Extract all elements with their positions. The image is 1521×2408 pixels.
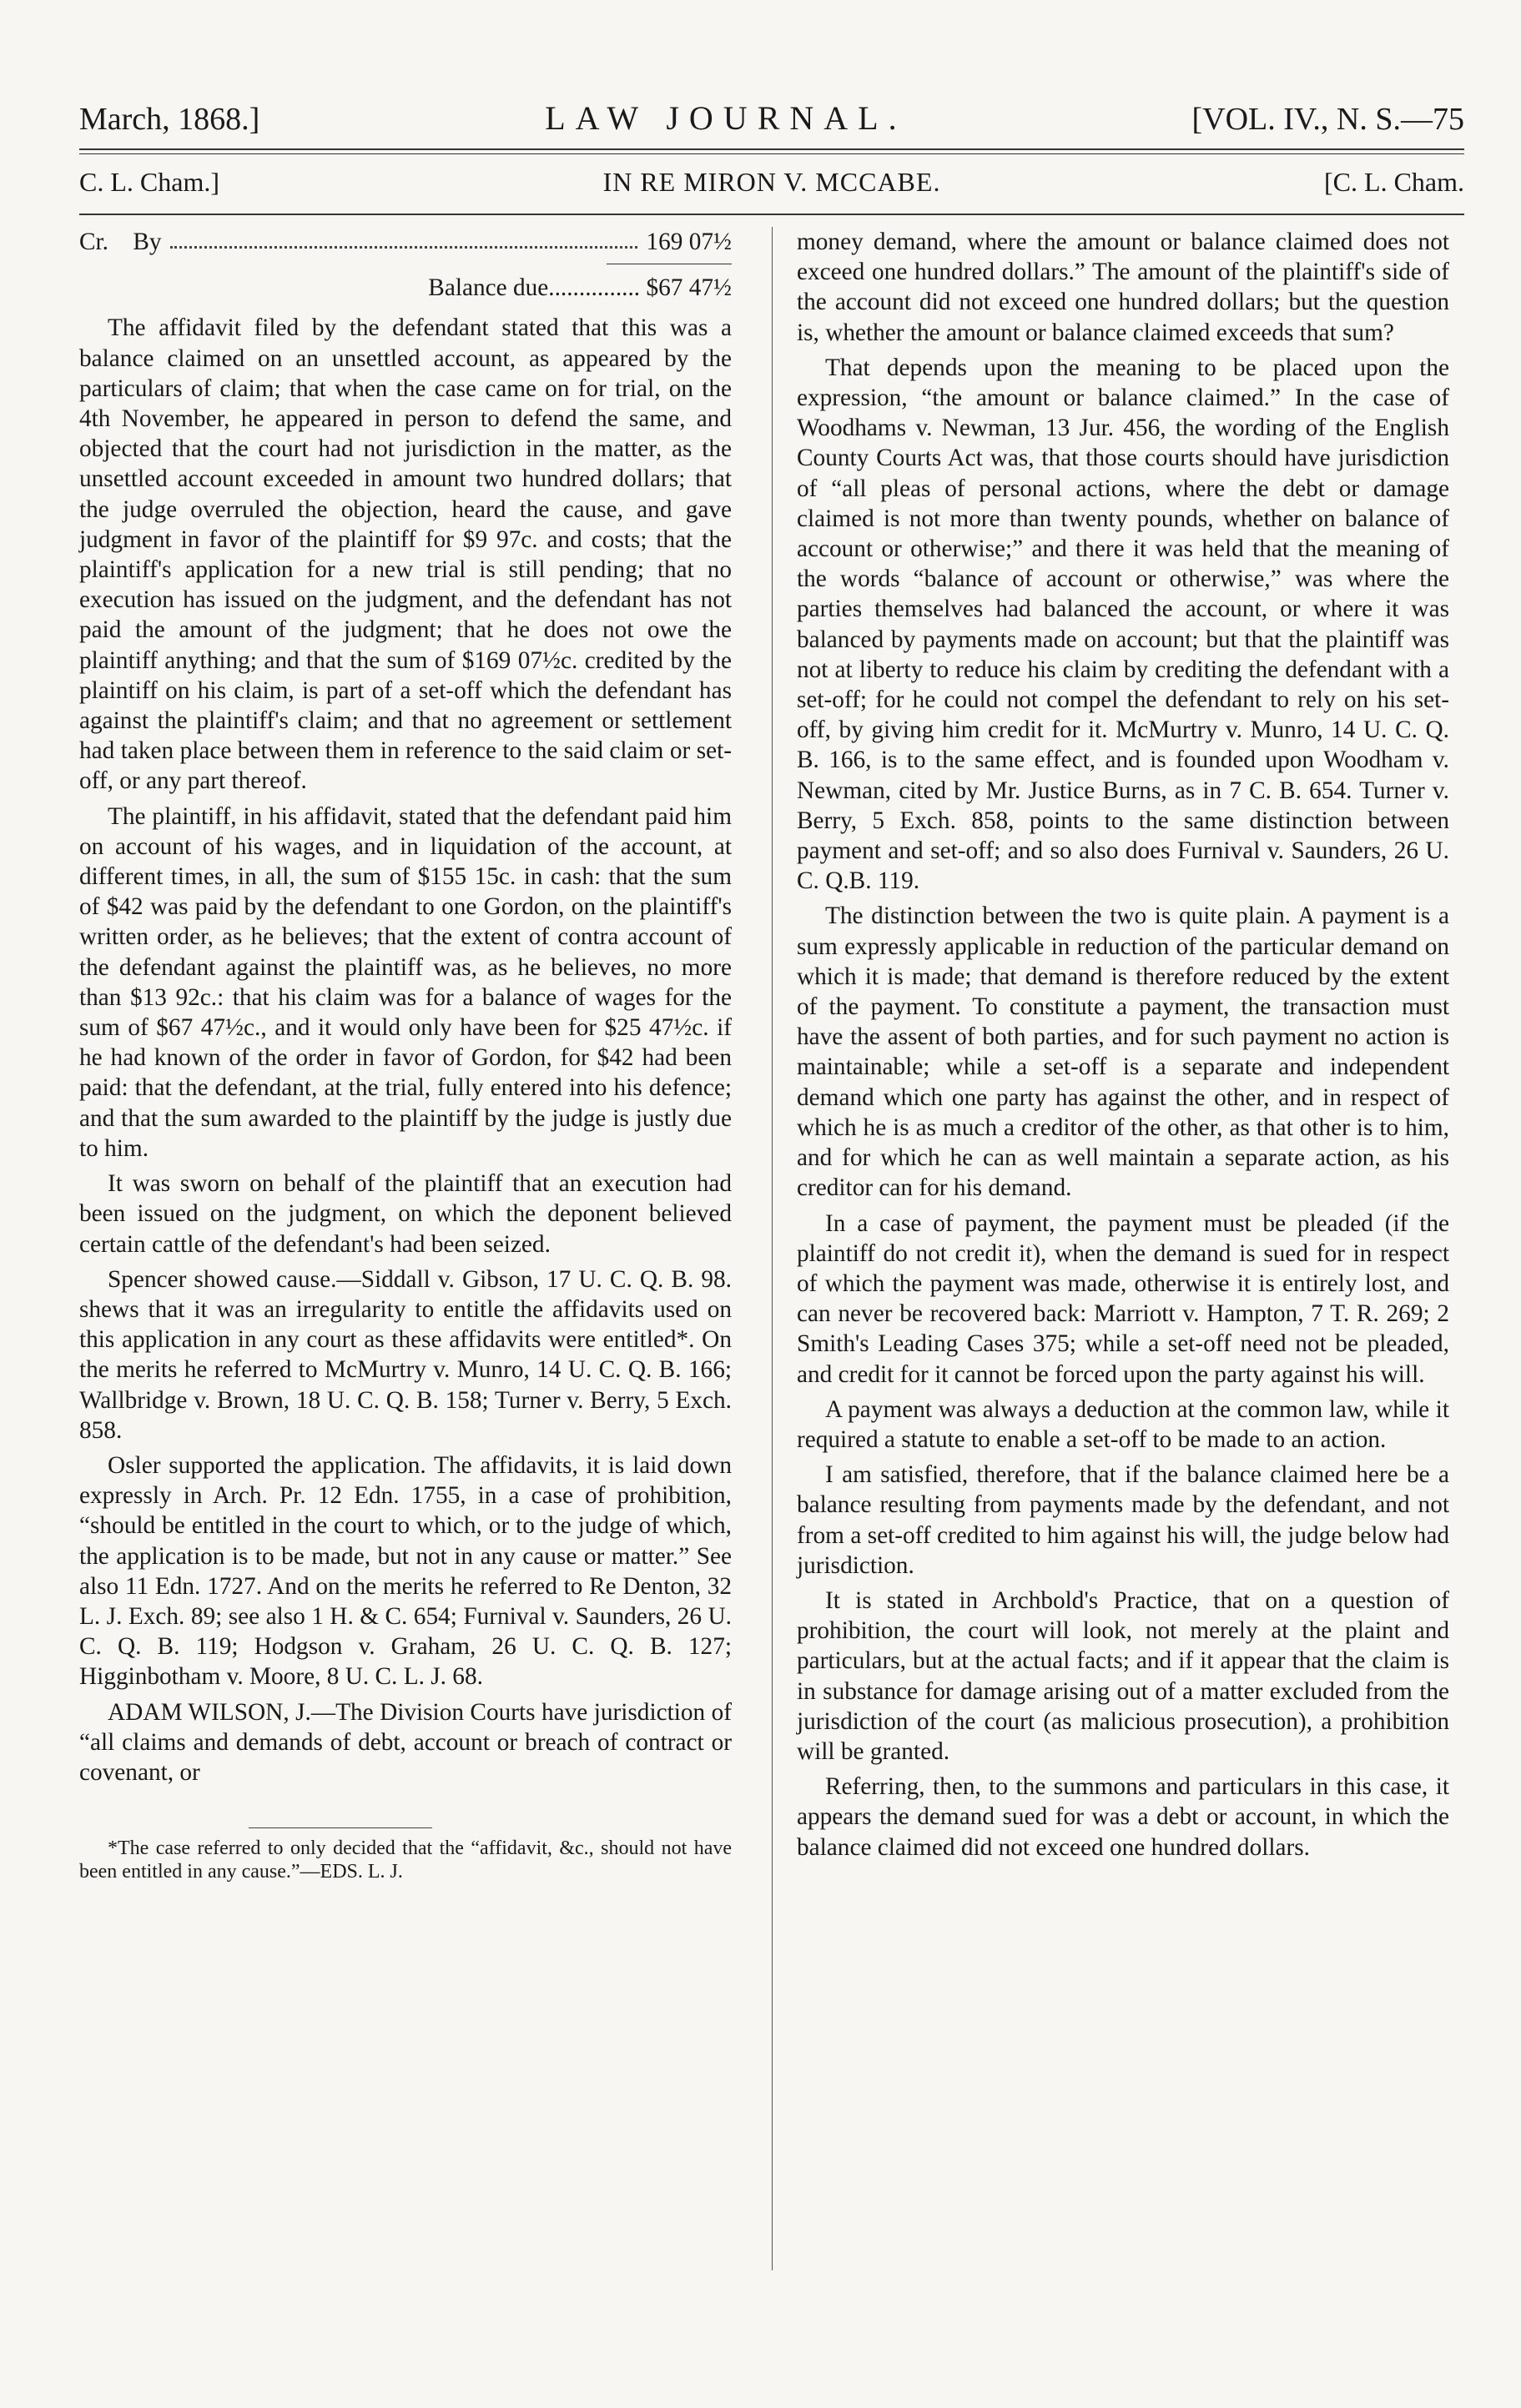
case-head <box>79 167 1464 209</box>
journal-title: LAW JOURNAL. <box>545 99 907 137</box>
paragraph: It is stated in Archbold's Practice, that on a question of prohibition, the court will look, not merely at the plaint and particulars, but at the actual facts; and if it appear that the claim is in substance for damage arising out of a matter excluded from the jurisdiction of the court (as malicious prosecution), a prohibition will be granted. <box>797 1586 1449 1765</box>
paragraph: That depends upon the meaning to be placed upon the expression, “the amount or balance claimed.” In the case of Woodhams v. Newman, 13 Jur. 456, the wording of the English County Courts Act was, that those courts should have jurisdiction of “all pleas of personal actions, where the debt or damage claimed is not more than twenty pounds, whether on balance of account or otherwise;” and there it was held that the meaning of the words “balance of account or otherwise,” was where the parties themselves had balanced the account, or where it was balanced by payments made on account; but that the plaintiff was not at liberty to reduce his claim by crediting the defendant with a set-off; for he could not compel the defendant to rely on his set-off, by giving him credit for it. McMurtry v. Munro, 14 U. C. Q. B. 166, is to the same effect, and is founded upon Woodham v. Newman, cited by Mr. Justice Burns, as in 7 C. B. 654. Turner v. Berry, 5 Exch. 858, points to the same distinction between payment and set-off; and so also does Furnival v. Saunders, 26 U. C. Q.B. 119. <box>797 354 1449 895</box>
footnote: *The case referred to only decided that the “affidavit, &c., should not have been entitled in any cause.”—EDS. L. J. <box>79 1837 732 1883</box>
case-title: IN RE MIRON V. MCCABE. <box>602 167 941 197</box>
by-label: By <box>133 229 162 255</box>
court-right: [C. L. Cham. <box>1324 167 1464 197</box>
cr-label: Cr. <box>79 229 109 255</box>
paragraph: Referring, then, to the summons and particulars in this case, it appears the demand sued for was a debt or account, in which the balance claimed did not exceed one hundred dollars. <box>797 1773 1449 1861</box>
running-head <box>79 98 1464 140</box>
paragraph: A payment was always a deduction at the common law, while it required a statute to enable a set-off to be made to an action. <box>797 1395 1449 1453</box>
header-rule <box>79 214 1464 215</box>
paragraph: The plaintiff, in his affidavit, stated that the defendant paid him on account of his wages, and in liquidation of the account, at different times, in all, the sum of $155 15c. in cash: that the sum of $42 was paid by the defendant to one Gordon, on the plaintiff's written order, as he believes; that the extent of contra account of the defendant against the plaintiff was, as he believes, no more than $13 92c.: that his claim was for a balance of wages for the sum of $67 47½c., and it would only have been for $25 47½c. if he had known of the order in favor of Gordon, for $42 had been paid: that the defendant, at the trial, fully entered into his defence; and that the sum awarded to the plaintiff by the judge is justly due to him. <box>79 802 732 1162</box>
issue-date: March, 1868.] <box>79 102 260 137</box>
leader-dots <box>170 227 638 249</box>
paragraph: The affidavit filed by the defendant stated that this was a balance claimed on an unsettled account, as appeared by the particulars of claim; that when the case came on for trial, on the 4th November, he appeared in person to defend the same, and objected that the court had not jurisdiction in the matter, as the unsettled account exceeded in amount two hundred dollars; that the judge overruled the objection, heard the cause, and gave judgment in favor of the plaintiff for $9 97c. and costs; that the plaintiff's application for a new trial is still pending; that no execution has issued on the judgment, and the defendant has not paid the amount of the judgment; that he does not owe the plaintiff anything; and that the sum of $169 07½c. credited by the plaintiff on his claim, is part of a set-off which the defendant has against the plaintiff's claim; and that no agreement or settlement had taken place between them in reference to the said claim or set-off, or any part thereof. <box>79 314 732 795</box>
paragraph: The distinction between the two is quite plain. A payment is a sum expressly applicable in reduction of the particular demand on which it is made; that demand is therefore reduced by the extent of the payment. To constitute a payment, the transaction must have the assent of both parties, and for such payment no action is maintainable; while a set-off is a separate and independent demand which one party has against the other, and in respect of which he is as much a creditor of the other, as that other is to him, and for which he can as well maintain a separate action, as his creditor can for his demand. <box>797 902 1449 1202</box>
column-divider <box>772 227 773 2270</box>
paragraph: In a case of payment, the payment must be pleaded (if the plaintiff do not credit it), when the demand is sued for in respect of which the payment was made, otherwise it is entirely lost, and can never be recovered back: Marriott v. Hampton, 7 T. R. 269; 2 Smith's Leading Cases 375; while a set-off need not be pleaded, and credit for it cannot be forced upon the party against his will. <box>797 1209 1449 1388</box>
account-credit-line <box>79 227 732 257</box>
right-column <box>797 227 1449 1868</box>
paragraph: Osler supported the application. The affidavits, it is laid down expressly in Arch. Pr. 12 Edn. 1755, in a case of prohibition, “should be entitled in the court to which, or to the judge of which, the application is to be made, but not in any cause or matter.” See also 11 Edn. 1727. And on the merits he referred to Re Denton, 32 L. J. Exch. 89; see also 1 H. & C. 654; Furnival v. Saunders, 26 U. C. Q. B. 119; Hodgson v. Graham, 26 U. C. Q. B. 127; Higginbotham v. Moore, 8 U. C. L. J. 68. <box>79 1451 732 1691</box>
account-cr-label <box>79 227 162 257</box>
volume-page: [VOL. IV., N. S.—75 <box>1191 102 1464 137</box>
court-left: C. L. Cham.] <box>79 167 219 197</box>
paragraph: money demand, where the amount or balance claimed does not exceed one hundred dollars.” The amount of the plaintiff's side of the account did not exceed one hundred dollars; but the question is, whether the amount or balance claimed exceeds that sum? <box>797 229 1449 346</box>
header-double-rule <box>79 148 1464 154</box>
account-by-amount: 169 07½ <box>646 229 732 255</box>
journal-page <box>79 0 1464 2408</box>
left-column <box>79 227 732 1888</box>
account-balance: Balance due............... $67 47½ <box>428 274 732 302</box>
footnote-rule <box>249 1827 432 1828</box>
paragraph: ADAM WILSON, J.—The Division Courts have jurisdiction of “all claims and demands of debt, account or breach of contract or covenant, or <box>79 1698 732 1786</box>
paragraph: It was sworn on behalf of the plaintiff that an execution had been issued on the judgment, on which the deponent believed certain cattle of the defendant's had been seized. <box>79 1170 732 1258</box>
paragraph: Spencer showed cause.—Siddall v. Gibson, 17 U. C. Q. B. 98. shews that it was an irregularity to entitle the affidavits used on this application in any court as these affidavits were entitled*. On the merits he referred to McMurtry v. Munro, 14 U. C. Q. B. 166; Wallbridge v. Brown, 18 U. C. Q. B. 158; Turner v. Berry, 5 Exch. 858. <box>79 1265 732 1444</box>
paragraph: I am satisfied, therefore, that if the balance claimed here be a balance resulting from payments made by the defendant, and not from a set-off credited to him against his will, the judge below had jurisdiction. <box>797 1461 1449 1579</box>
